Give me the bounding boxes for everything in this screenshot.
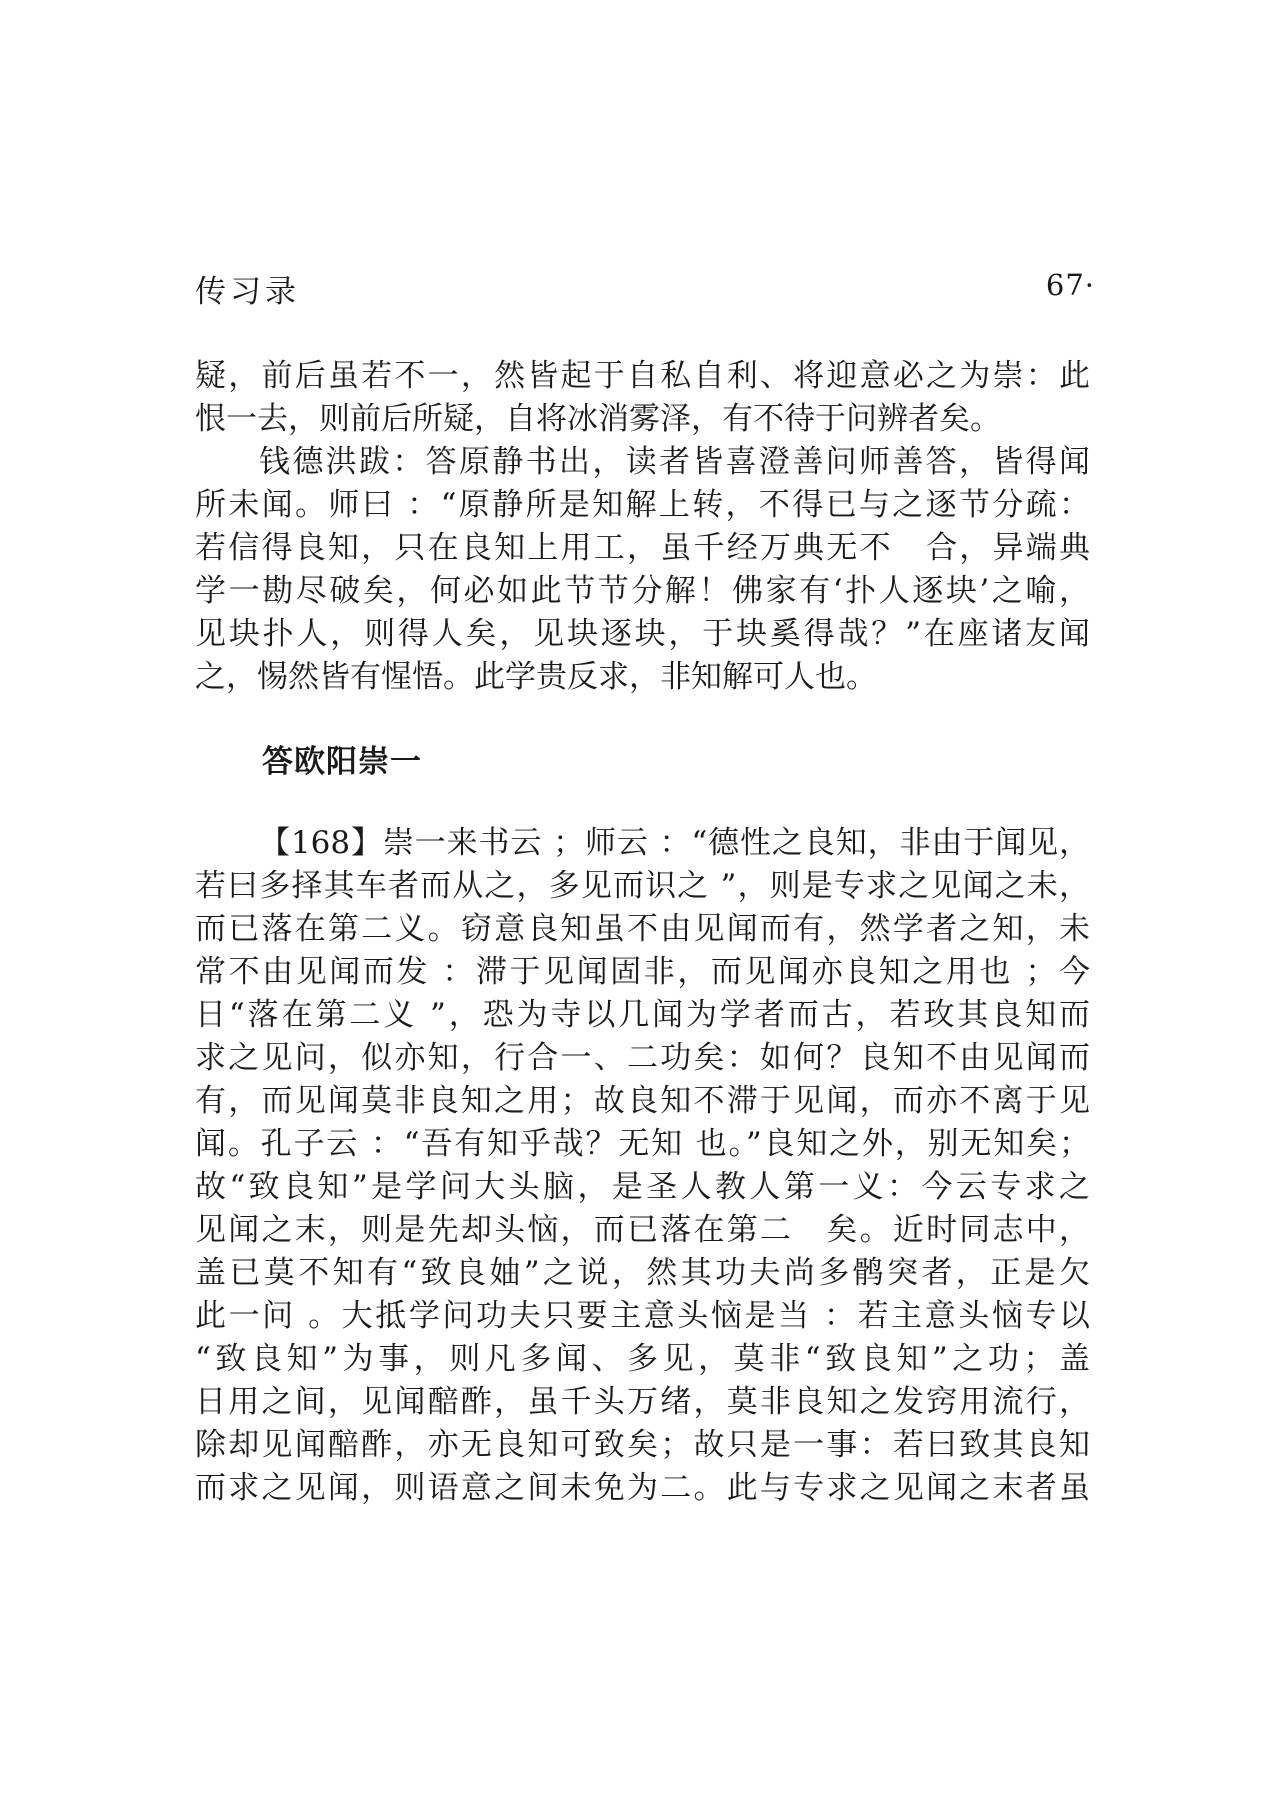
section-heading: 答欧阳崇一 xyxy=(262,744,422,780)
paragraph-168 xyxy=(195,822,1090,1510)
text-line: 此一问 。大抵学问功夫只要主意头恼是当 ：若主意头恼专以 xyxy=(195,1298,1090,1334)
paragraph-continued xyxy=(195,355,1090,441)
text-line: 求之见问，似亦知，行合一、二功矣：如何？良知不由见闻而 xyxy=(195,1040,1090,1076)
text-line: 钱德洪跋：答原静书出，读者皆喜澄善问师善答，皆得闻 xyxy=(259,444,1090,480)
text-line: 而求之见闻，则语意之间未免为二。此与专求之见闻之末者虽 xyxy=(195,1470,1090,1506)
text-line: 所未闻。师曰 ：“原静所是知解上转，不得已与之逐节分疏： xyxy=(195,487,1090,523)
text-line: 之，惕然皆有惺悟。此学贵反求，非知解可人也。 xyxy=(195,659,877,695)
text-line: 学一勘尽破矣，何必如此节节分解！佛家有‘扑人逐块’之喻， xyxy=(195,573,1090,609)
text-line: 【168】崇一来书云 ；师云 ：“德性之良知，非由于闻见， xyxy=(259,825,1090,861)
text-line: “致良知”为事，则凡多闻、多见，莫非“致良知”之功；盖 xyxy=(195,1341,1090,1377)
text-line: 有，而见闻莫非良知之用；故良知不滞于见闻，而亦不离于见 xyxy=(195,1083,1090,1119)
text-line: 若曰多择其车者而从之，多见而识之 ”，则是专求之见闻之未， xyxy=(195,868,1090,904)
text-line: 而已落在第二义。窃意良知虽不由见闻而有，然学者之知，未 xyxy=(195,911,1090,947)
page-header xyxy=(195,266,1095,316)
paragraph-qian-dehong-postscript xyxy=(195,441,1090,699)
text-line: 恨一去，则前后所疑，自将冰消雾泽，有不待于问辨者矣。 xyxy=(195,401,1001,437)
text-line: 日用之间，见闻醅酢，虽千头万绪，莫非良知之发窍用流行， xyxy=(195,1384,1090,1420)
text-line: 日“落在第二义 ”，恐为寺以几闻为学者而古，若玫其良知而 xyxy=(195,997,1090,1033)
text-line: 见闻之末，则是先却头恼，而已落在第二 矣。近时同志中， xyxy=(195,1212,1090,1248)
text-line: 常不由见闻而发 ：滞于见闻固非，而见闻亦良知之用也 ；今 xyxy=(195,954,1090,990)
text-line: 疑，前后虽若不一，然皆起于自私自利、将迎意必之为崇：此 xyxy=(195,358,1090,394)
text-line: 若信得良知，只在良知上用工，虽千经万典无不 合，异端典 xyxy=(195,530,1090,566)
text-line: 除却见闻醅酢，亦无良知可致矣；故只是一事：若曰致其良知 xyxy=(195,1427,1090,1463)
book-title: 传习录 xyxy=(195,274,300,310)
page-number: 67· xyxy=(1045,268,1095,302)
text-line: 故“致良知”是学问大头脑，是圣人教人第一义：今云专求之 xyxy=(195,1169,1090,1205)
text-line: 见块扑人，则得人矣，见块逐块，于块奚得哉？”在座诸友闻 xyxy=(195,616,1090,652)
text-line: 盖已莫不知有“致良妯”之说，然其功夫尚多鹘突者，正是欠 xyxy=(195,1255,1090,1291)
text-line: 闻。孔子云 ：“吾有知乎哉？无知 也。”良知之外，别无知矣； xyxy=(195,1126,1090,1162)
